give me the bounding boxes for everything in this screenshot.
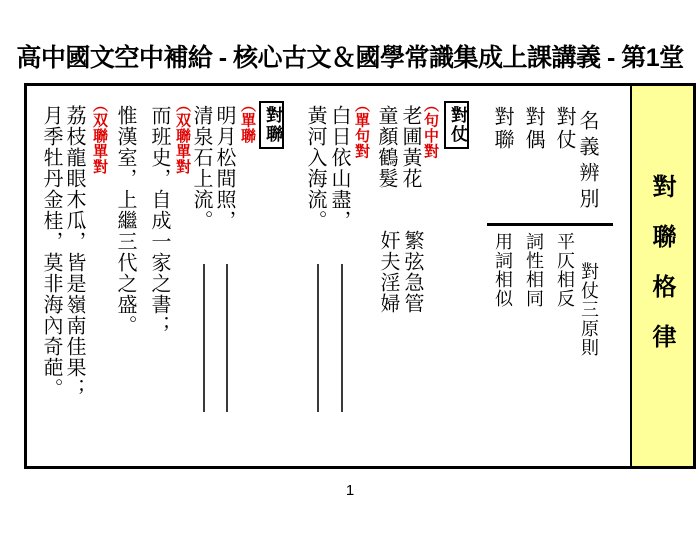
section-tab	[630, 86, 693, 466]
annotation-danlian: ︵單聯	[239, 97, 257, 144]
example-laopu: 老圃黃花	[399, 105, 423, 189]
rule-pingze: 平仄相反	[554, 232, 575, 308]
separator-line	[487, 223, 613, 226]
rules-header: 對仗三原則	[578, 262, 599, 357]
term-duizhang: 對仗	[553, 106, 577, 152]
page-number: 1	[345, 482, 355, 499]
rule-cixing: 詞性相同	[523, 232, 544, 308]
term-duilian: 對聯	[491, 106, 515, 152]
continuation-line	[203, 264, 205, 412]
annotation-shuanglian-2: ︵双聯單對	[91, 97, 109, 175]
annotation-shuanglian-1: ︵双聯單對	[174, 97, 192, 175]
example-banshi: 而班史，自成一家之書；	[148, 105, 172, 336]
example-jianfu: 奸夫淫婦	[377, 230, 401, 314]
section-tab-label: 對聯格律	[648, 174, 677, 374]
continuation-line	[341, 264, 343, 412]
annotation-danjudui: ︵單句對	[353, 97, 371, 159]
example-mingyue: 明月松間照，	[213, 105, 237, 231]
term-duiou: 對偶	[522, 106, 546, 152]
duilian-header-box: 對聯	[259, 101, 284, 149]
example-fanxian: 繁弦急管	[401, 230, 425, 314]
example-lizhi: 荔枝龍眼木瓜，皆是嶺南佳果；	[63, 105, 87, 399]
continuation-line	[226, 264, 228, 412]
rule-yongci: 用詞相似	[492, 232, 513, 308]
duizhang-header-box: 對仗	[444, 101, 469, 149]
page-title: 高中國文空中補給 - 核心古文＆國學常識集成上課講義 - 第1堂	[16, 44, 684, 72]
example-tongyan: 童顏鶴髮	[375, 105, 399, 189]
example-bairi: 白日依山盡，	[328, 105, 352, 231]
example-yueji: 月季牡丹金桂，莫非海內奇葩。	[40, 105, 64, 399]
continuation-line	[317, 264, 319, 412]
example-huanghe: 黃河入海流。	[304, 105, 328, 231]
example-qingquan: 清泉石上流。	[190, 105, 214, 231]
naming-header: 名義辨別	[576, 110, 600, 214]
annotation-juzhongdui: ︵句中對	[422, 97, 440, 159]
example-hanshi: 惟漢室，上繼三代之盛。	[114, 105, 138, 336]
